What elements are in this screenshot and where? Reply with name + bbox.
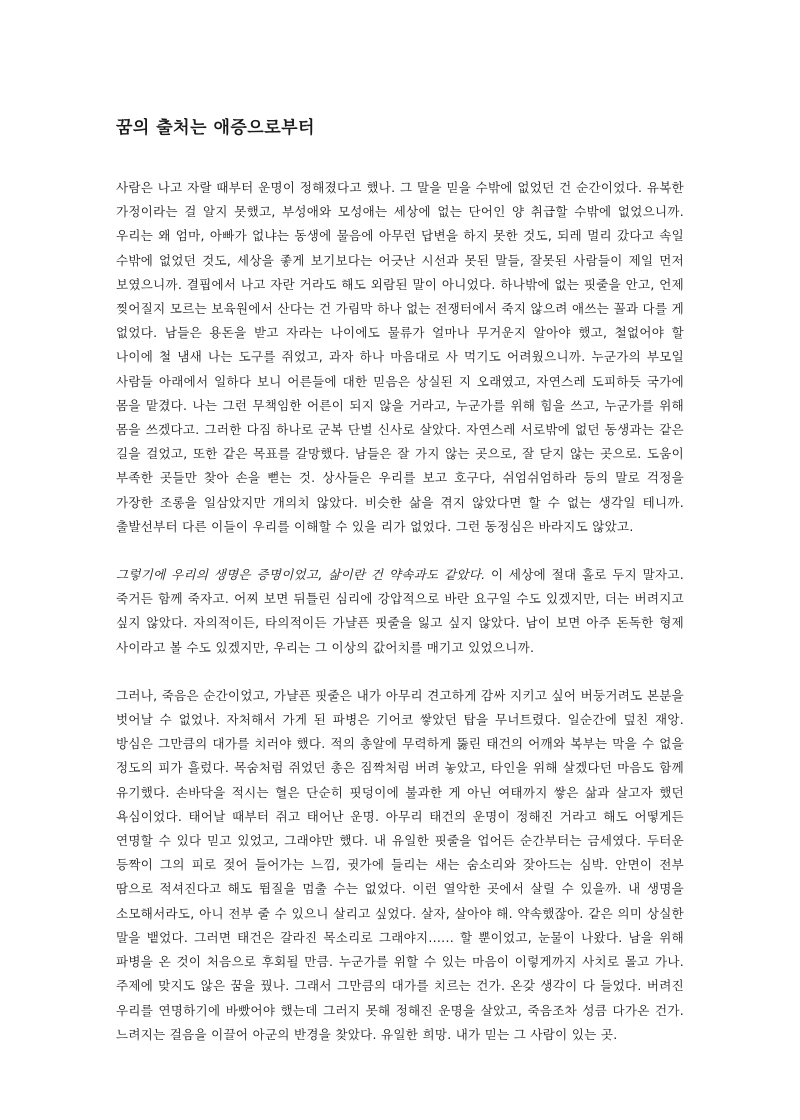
paragraph-2-emphasis: 그렇기에 우리의 생명은 증명이었고, 삶이란 건 약속과도 같았다. — [116, 567, 486, 583]
paragraph-2-text: 이 세상에 절대 홀로 두지 말자고. 죽거든 함께 죽자고. 어찌 보면 뒤틀린 심리에 강압적으로 바란 요구일 수도 있겠지만, 더는 버려지고 싶지 않았다. 자의적이든, 타의적이든 가냘픈 핏줄을 잃고 싶지 않았다. 남이 보면 아주 돈독한 형제 사이라고 볼 수도 있겠지만, 우리는 그 이상의 값어치를 매기고 있었으니까. — [116, 567, 684, 655]
paragraph-1 — [116, 176, 684, 539]
paragraph-2 — [116, 563, 684, 660]
paragraph-1-text: 사람은 나고 자랄 때부터 운명이 정해졌다고 했나. 그 말을 믿을 수밖에 없었던 건 순간이었다. 유복한 가정이라는 걸 알지 못했고, 부성애와 모성애는 세상에 없는 단어인 양 취급할 수밖에 없었으니까. 우리는 왜 엄마, 아빠가 없냐는 동생에 물음에 아무런 답변을 하지 못한 것도, 되레 멀리 갔다고 속일 수밖에 없었던 것도, 세상을 좋게 보기보다는 어긋난 시선과 못된 말들, 잘못된 사람들이 제일 먼저 보였으니까. 결핍에서 나고 자란 거라도 해도 외람된 말이 아니었다. 하나밖에 없는 핏줄을 안고, 언제 찢어질지 모르는 보육원에서 산다는 건 가림막 하나 없는 전쟁터에서 죽지 않으려 애쓰는 꼴과 다를 게 없었다. 남들은 용돈을 받고 자라는 나이에도 물류가 얼마나 무거운지 알아야 했고, 철없어야 할 나이에 철 냄새 나는 도구를 쥐었고, 과자 하나 마음대로 사 먹기도 어려웠으니까. 누군가의 부모일 사람들 아래에서 일하다 보니 어른들에 대한 믿음은 상실된 지 오래였고, 자연스레 도피하듯 국가에 몸을 맡겼다. 나는 그런 무책임한 어른이 되지 않을 거라고, 누군가를 위해 힘을 쓰고, 누군가를 위해 몸을 쓰겠다고. 그러한 다짐 하나로 군복 단벌 신사로 살았다. 자연스레 서로밖에 없던 동생과는 같은 길을 걸었고, 또한 같은 목표를 갈망했다. 남들은 잘 가지 않는 곳으로, 잘 닫지 않는 곳으로. 도움이 부족한 곳들만 찾아 손을 뻗는 것. 상사들은 우리를 보고 호구다, 쉬엄쉬엄하라 등의 말로 걱정을 가장한 조롱을 일삼았지만 개의치 않았다. 비슷한 삶을 겪지 않았다면 할 수 없는 생각일 테니까. 출발선부터 다른 이들이 우리를 이해할 수 있을 리가 없었다. 그런 동정심은 바라지도 않았고. — [116, 180, 684, 534]
paragraph-3-text: 그러나, 죽음은 순간이었고, 가냘픈 핏줄은 내가 아무리 견고하게 감싸 지키고 싶어 버둥거려도 본분을 벗어날 수 없었나. 자처해서 가게 된 파병은 기어코 쌓았던 탑을 무너트렸다. 일순간에 덮친 재앙. 방심은 그만큼의 대가를 치러야 했다. 적의 총알에 무력하게 뚫린 태건의 어깨와 복부는 막을 수 없을 정도의 피가 흘렀다. 목숨처럼 쥐었던 총은 짐짝처럼 버려 놓았고, 타인을 위해 살겠다던 마음도 함께 유기했다. 손바닥을 적시는 혈은 단순히 핏덩이에 불과한 게 아닌 여태까지 쌓은 삶과 살고자 했던 욕심이었다. 태어날 때부터 쥐고 태어난 운명. 아무리 태건의 운명이 정해진 거라고 해도 어떻게든 연명할 수 있다 믿고 있었고, 그래야만 했다. 내 유일한 핏줄을 업어든 순간부터는 금세였다. 두터운 등짝이 그의 피로 젖어 들어가는 느낌, 귓가에 들리는 새는 숨소리와 잦아드는 심박. 안면이 전부 땀으로 적셔진다고 해도 뜀질을 멈출 수는 없었다. 이런 열악한 곳에서 살릴 수 있을까. 내 생명을 소모해서라도, 아니 전부 줄 수 있으니 살리고 싶었다. 살자, 살아야 해. 약속했잖아. 같은 의미 상실한 말을 뱉었다. 그러면 태건은 갈라진 목소리로 그래야지...... 할 뿐이었고, 눈물이 나왔다. 남을 위해 파병을 온 것이 처음으로 후회될 만큼. 누군가를 위할 수 있는 마음이 이렇게까지 사치로 몰고 가나. 주제에 맞지도 않은 꿈을 꿨나. 그래서 그만큼의 대가를 치르는 건가. 온갖 생각이 다 들었다. 버려진 우리를 연명하기에 바빴어야 했는데 그러지 못해 정해진 운명을 살았고, 죽음조차 성큼 다가온 건가. 느려지는 걸음을 이끌어 아군의 반경을 찾았다. 유일한 희망. 내가 믿는 그 사람이 있는 곳. — [116, 687, 684, 1042]
document-title: 꿈의 출처는 애증으로부터 — [116, 118, 315, 138]
paragraph-3 — [116, 684, 684, 1047]
document-page — [116, 116, 684, 1071]
